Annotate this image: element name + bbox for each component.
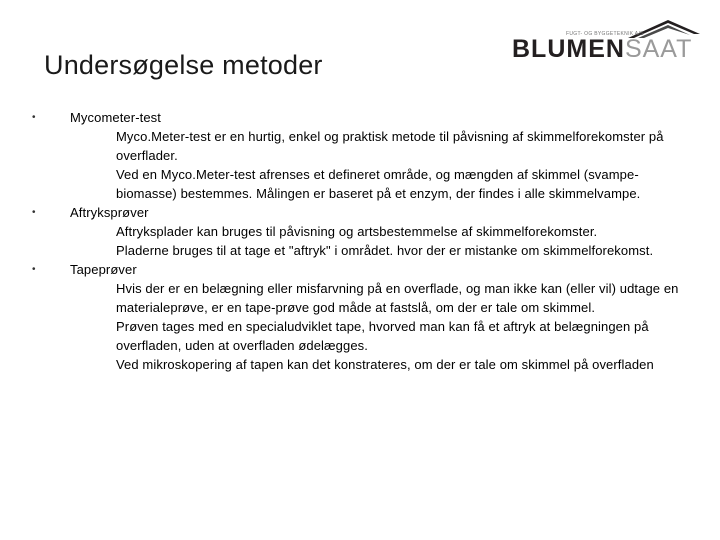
- logo-word-main: BLUMEN: [512, 35, 625, 63]
- section-aftryksprover: [0, 203, 720, 260]
- slide-body: [0, 108, 720, 374]
- logo-wordmark: [512, 37, 692, 62]
- bullet-icon: •: [32, 207, 36, 218]
- slide-title: Undersøgelse metoder: [44, 50, 323, 80]
- section-tapeprover: [0, 260, 720, 374]
- section-heading: Mycometer-test: [70, 110, 161, 125]
- section-paragraph: Ved mikroskopering af tapen kan det konstrateres, om der er tale om skimmel på overfladen: [116, 357, 654, 372]
- company-logo: [508, 18, 703, 68]
- section-paragraph: Prøven tages med en specialudviklet tape, hvorved man kan få et aftryk at belægningen på overfladen, uden at overfladen ødelægges.: [116, 319, 649, 353]
- section-paragraph: Pladerne bruges til at tage et "aftryk" i området. hvor der er mistanke om skimmelforekomst.: [116, 243, 654, 258]
- bullet-icon: •: [32, 112, 36, 123]
- logo-word-accent: SAAT: [624, 35, 693, 63]
- section-paragraph: Ved en Myco.Meter-test afrenses et defineret område, og mængden af skimmel (svampe- biomasse) bestemmes. Målingen er baseret på et enzym, der findes i alle skimmelvampe.: [116, 167, 641, 201]
- section-heading: Aftryksprøver: [70, 205, 149, 220]
- section-paragraph: Myco.Meter-test er en hurtig, enkel og praktisk metode til påvisning af skimmelforekomster på overflader.: [116, 129, 664, 163]
- section-paragraph: Aftryksplader kan bruges til påvisning og artsbestemmelse af skimmelforekomster.: [116, 224, 598, 239]
- bullet-icon: •: [32, 264, 36, 275]
- section-paragraph: Hvis der er en belægning eller misfarvning på en overflade, og man ikke kan (eller vil) udtage en materialeprøve, er en tape-prøve god måde at fastslå, om der er tale om skimmel.: [116, 281, 679, 315]
- section-mycometer: [0, 108, 720, 203]
- logo-tagline: FUGT- OG BYGGETEKNIK A/S: [566, 31, 644, 37]
- section-heading: Tapeprøver: [70, 262, 137, 277]
